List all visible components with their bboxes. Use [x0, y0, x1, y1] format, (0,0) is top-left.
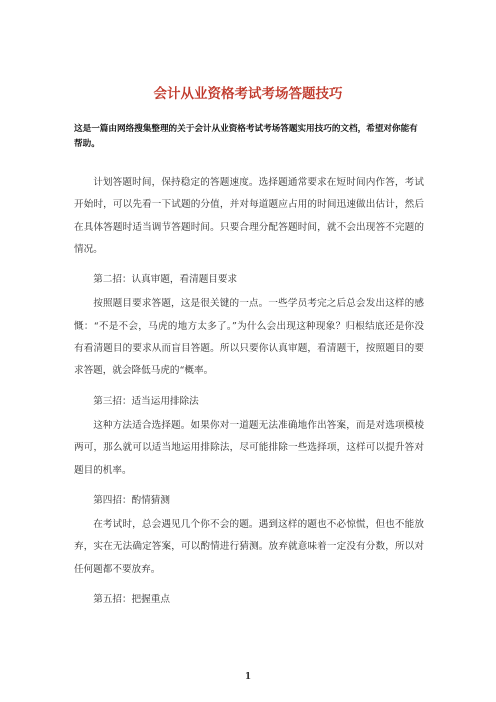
section-heading-2: 第二招：认真审题，看清题目要求 [93, 274, 238, 286]
document-intro: 这是一篇由网络搜集整理的关于会计从业资格考试考场答题实用技巧的文档，希望对你能有帮助。 [74, 124, 418, 149]
section-heading-3: 第三招：适当运用排除法 [93, 395, 199, 407]
paragraph-read-carefully: 按照题目要求答题，这是很关键的一点。一些学员考完之后总会发出这样的感慨：“不是不会，马虎的地方太多了。”为什么会出现这种现象？归根结底还是你没有看清题目的要求从而盲目答题。所以只要你认真审题，看清题干，按照题目的要求答题，就会降低马虎的“概率。 [74, 298, 424, 377]
page-number: 1 [244, 672, 252, 682]
document-body [74, 172, 424, 613]
section-heading-4: 第四招：酌情猜测 [93, 494, 170, 506]
paragraph-elimination: 这种方法适合选择题。如果你对一道题无法准确地作出答案，而是对选项模棱两可，那么就可以适当地运用排除法，尽可能排除一些选择项，这样可以提升答对题目的机率。 [74, 419, 424, 476]
document-title: 会计从业资格考试考场答题技巧 [153, 86, 343, 102]
section-heading-5: 第五招：把握重点 [93, 594, 170, 606]
paragraph-guessing: 在考试时，总会遇见几个你不会的题。遇到这样的题也不必惊慌，但也不能放弃，实在无法确定答案，可以酌情进行猜测。放弃就意味着一定没有分数，所以对任何题都不要放弃。 [74, 519, 424, 575]
paragraph-time-planning: 计划答题时间，保持稳定的答题速度。选择题通常要求在短时间内作答，考试开始时，可以先看一下试题的分值，并对每道题应占用的时间迅速做出估计，然后在具体答题时适当调节答题时间。只要合理分配答题时间，就不会出现答不完题的情况。 [74, 177, 424, 255]
